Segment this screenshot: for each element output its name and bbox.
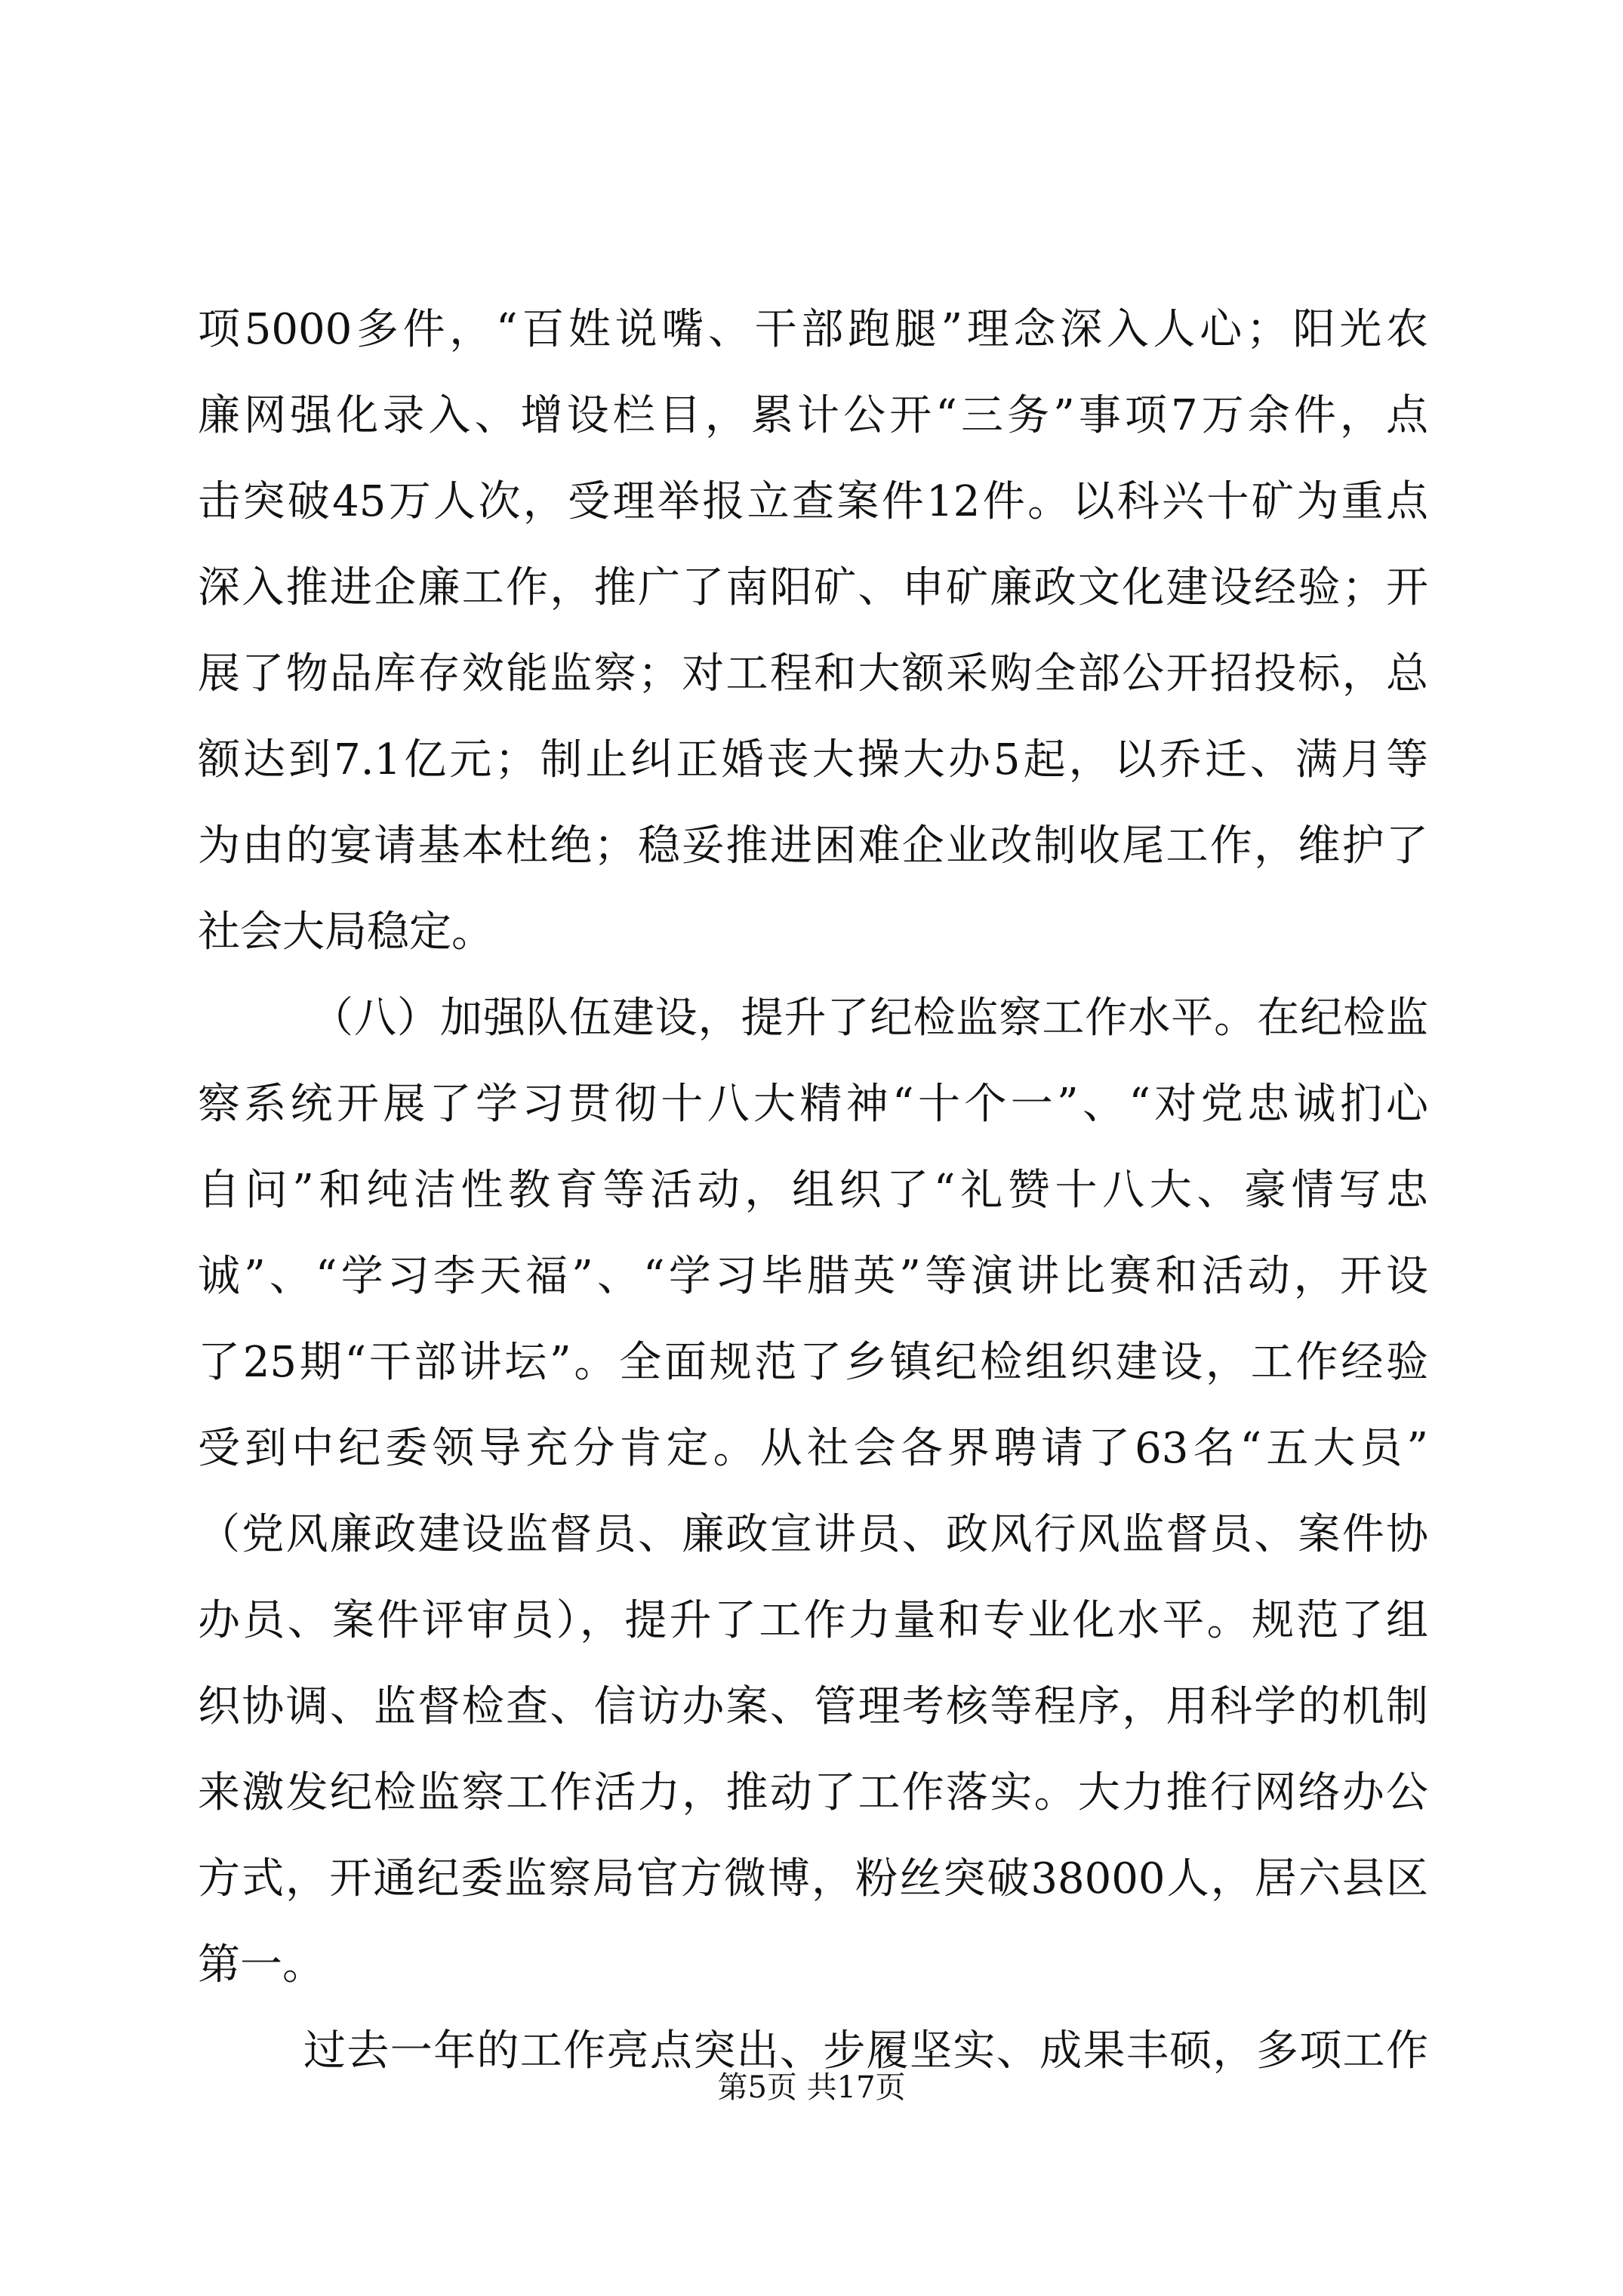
text-line: 自问”和纯洁性教育等活动，组织了“礼赞十八大、豪情写忠 — [198, 1166, 1428, 1215]
text-line: 廉网强化录入、增设栏目，累计公开“三务”事项7万余件，点 — [198, 391, 1428, 440]
text-line: 受到中纪委领导充分肯定。从社会各界聘请了63名“五大员” — [198, 1424, 1428, 1473]
text-line: 额达到7.1亿元；制止纠正婚丧大操大办5起，以乔迁、满月等 — [198, 735, 1428, 784]
text-line: 来激发纪检监察工作活力，推动了工作落实。大力推行网络办公 — [198, 1768, 1428, 1817]
text-line: 为由的宴请基本杜绝；稳妥推进困难企业改制收尾工作，维护了 — [198, 821, 1428, 871]
paragraph-start-line: 过去一年的工作亮点突出、步履坚实、成果丰硕，多项工作 — [303, 2026, 1428, 2076]
text-line: 织协调、监督检查、信访办案、管理考核等程序，用科学的机制 — [198, 1682, 1428, 1731]
text-line: 社会大局稳定。 — [198, 908, 494, 957]
text-line: 项5000多件，“百姓说嘴、干部跑腿”理念深入人心；阳光农 — [198, 305, 1428, 354]
text-line: 展了物品库存效能监察；对工程和大额采购全部公开招投标，总 — [198, 649, 1428, 698]
text-line: 办员、案件评审员），提升了工作力量和专业化水平。规范了组 — [198, 1596, 1428, 1645]
text-line: 了25期“干部讲坛”。全面规范了乡镇纪检组织建设，工作经验 — [198, 1338, 1428, 1387]
text-line: 方式，开通纪委监察局官方微博，粉丝突破38000人，居六县区 — [198, 1854, 1428, 1903]
text-line: 察系统开展了学习贯彻十八大精神“十个一”、“对党忠诚扪心 — [198, 1080, 1428, 1129]
text-line: （党风廉政建设监督员、廉政宣讲员、政风行风监督员、案件协 — [198, 1510, 1428, 1559]
section-heading-line: （八）加强队伍建设，提升了纪检监察工作水平。在纪检监 — [311, 994, 1428, 1043]
text-line: 诚”、“学习李天福”、“学习毕腊英”等演讲比赛和活动，开设 — [198, 1252, 1428, 1301]
page-number-footer: 第5页 共17页 — [717, 2070, 906, 2105]
text-line: 第一。 — [198, 1940, 325, 1989]
text-line: 击突破45万人次，受理举报立查案件12件。以科兴十矿为重点 — [198, 477, 1428, 526]
text-line: 深入推进企廉工作，推广了南阳矿、申矿廉政文化建设经验；开 — [198, 563, 1428, 612]
body-text — [198, 287, 1428, 2094]
